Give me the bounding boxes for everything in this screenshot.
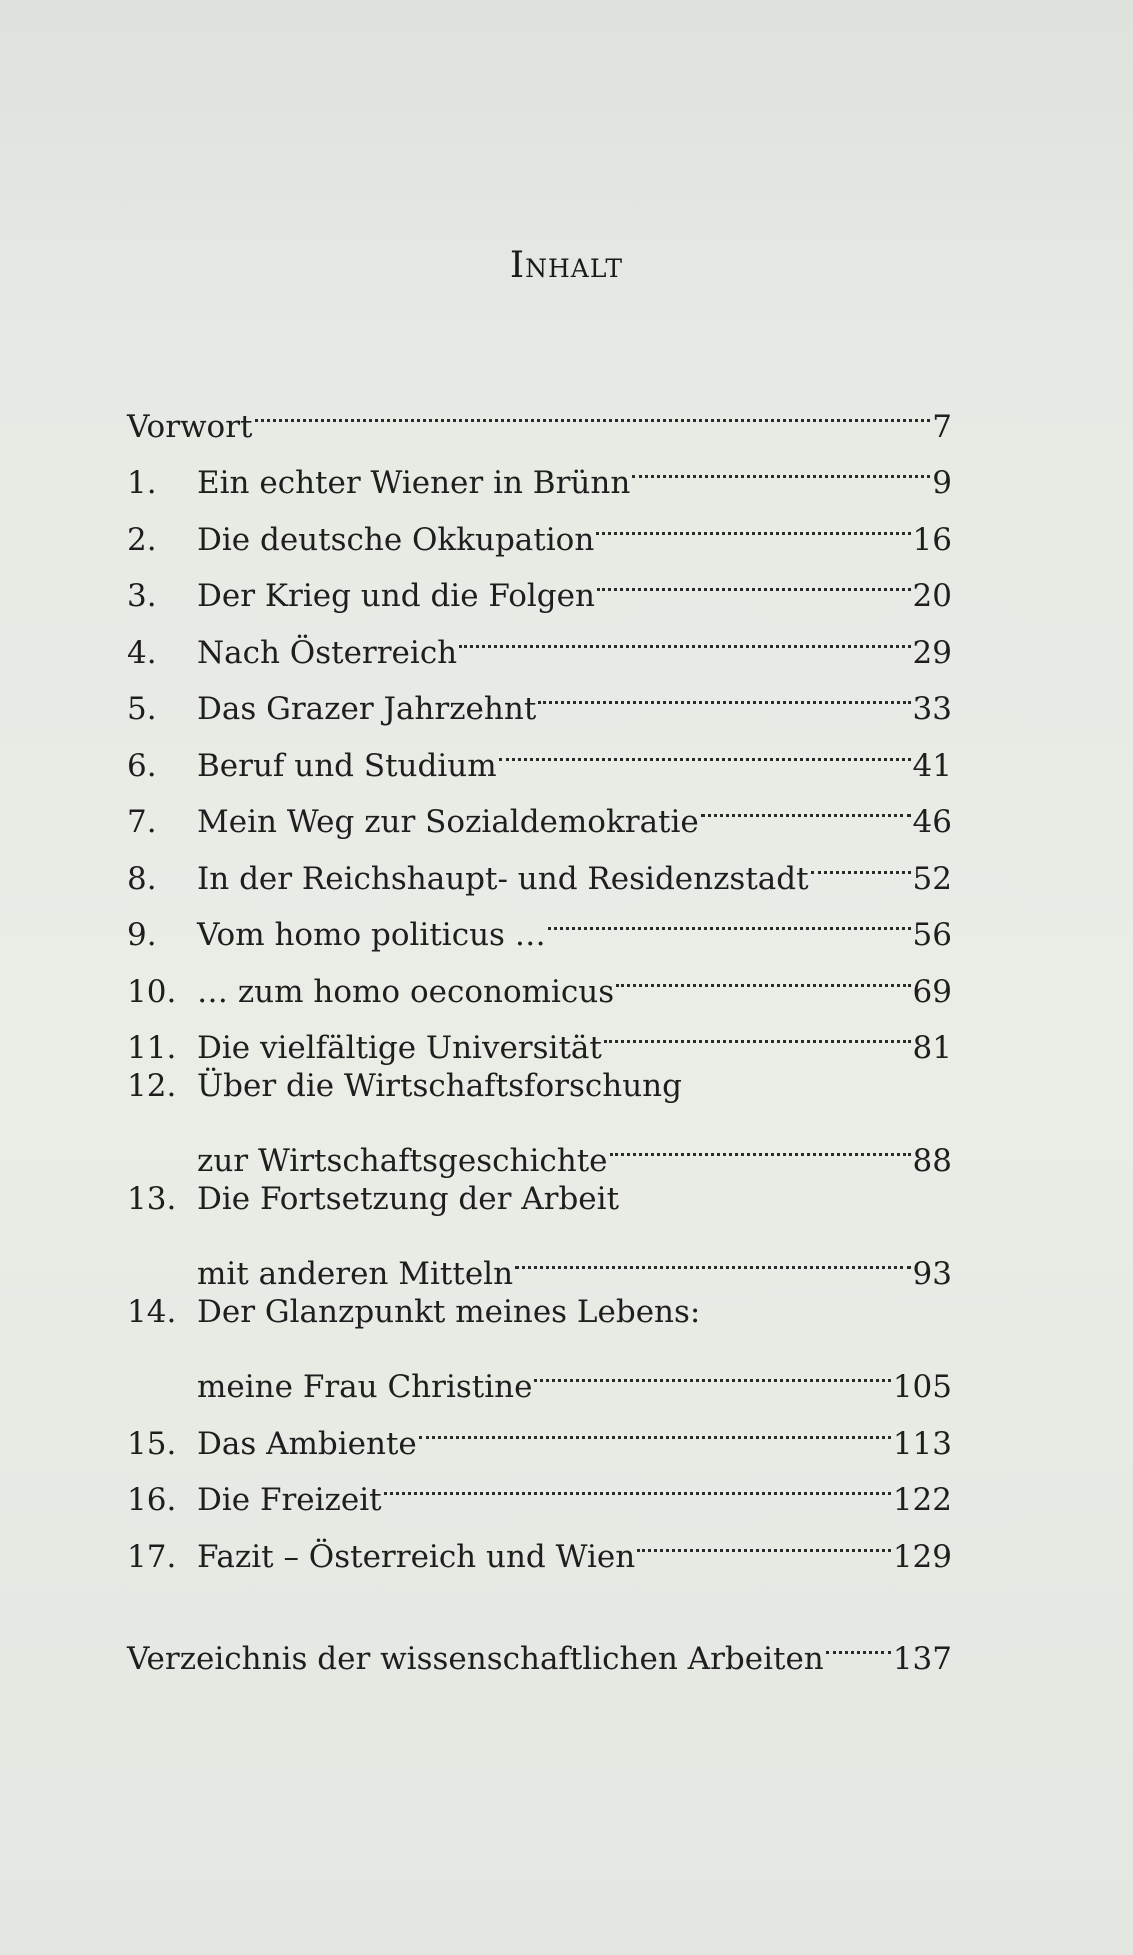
chapter-number: 2. (127, 521, 157, 558)
toc-entry-title-line2: zur Wirtschaftsgeschichte (197, 1143, 608, 1179)
dot-leader (604, 1002, 911, 1059)
dot-leader (534, 1341, 890, 1398)
chapter-number: 6. (127, 747, 157, 784)
toc-page-number: 33 (912, 691, 952, 727)
toc-entry-title: Das Ambiente (197, 1425, 417, 1462)
chapter-number: 10. (127, 973, 177, 1010)
toc-page-number: 105 (892, 1369, 952, 1405)
dot-leader (632, 437, 930, 494)
toc-entry-title: Mein Weg zur Sozialdemokratie (197, 804, 699, 840)
toc-page-number: 16 (912, 521, 952, 558)
chapter-number: 9. (127, 917, 157, 953)
toc-page-number: 46 (912, 804, 952, 840)
chapter-number: 12. (127, 1068, 177, 1104)
dot-leader (384, 1454, 891, 1511)
dot-leader (419, 1397, 891, 1454)
dot-leader (616, 945, 910, 1002)
toc-page-number: 20 (912, 578, 952, 614)
chapter-number: 17. (127, 1538, 177, 1575)
chapter-number: 16. (127, 1482, 177, 1518)
dot-leader (826, 1613, 891, 1670)
toc-entry-title-line2: mit anderen Mitteln (197, 1256, 514, 1292)
toc-entry-title: Verzeichnis der wissenschaftlichen Arbeiten (127, 1641, 824, 1677)
dot-leader (255, 380, 931, 437)
toc-entry-title: Nach Österreich (197, 634, 458, 671)
toc-entry-title-line2: meine Frau Christine (197, 1369, 533, 1405)
chapter-number: 4. (127, 634, 157, 671)
chapter-number: 5. (127, 691, 157, 727)
toc-entry-title: Der Glanzpunkt meines Lebens: (197, 1294, 701, 1330)
dot-leader (459, 606, 910, 663)
toc-entry-vorwort (127, 380, 952, 445)
toc-page-number: 9 (932, 465, 952, 501)
toc-page-number: 93 (912, 1256, 952, 1292)
toc-entry-title: Die vielfältige Universität (197, 1030, 602, 1066)
chapter-number: 11. (127, 1030, 177, 1066)
toc-entry-title: Beruf und Studium (197, 747, 497, 784)
toc-page-number: 29 (912, 634, 952, 671)
toc-entry-title: Vorwort (127, 408, 253, 445)
toc-entry-title: Über die Wirtschaftsforschung (197, 1068, 682, 1104)
toc-page-number: 113 (892, 1425, 952, 1462)
toc-entry-title: Ein echter Wiener in Brünn (197, 465, 631, 501)
dot-leader (597, 550, 911, 607)
toc-page-number: 129 (892, 1538, 952, 1575)
toc-entry (127, 1171, 952, 1228)
toc-entry-appendix (127, 1613, 952, 1677)
page-title: Inhalt (509, 245, 624, 286)
chapter-number: 15. (127, 1425, 177, 1462)
chapter-number: 13. (127, 1181, 177, 1217)
chapter-number: 14. (127, 1294, 177, 1330)
toc-page-number: 69 (912, 973, 952, 1010)
toc-entry-title: Vom homo politicus … (197, 917, 546, 953)
toc-entry-continuation (127, 1228, 952, 1292)
toc-page-number: 56 (912, 917, 952, 953)
chapter-number: 3. (127, 578, 157, 614)
chapter-number: 7. (127, 804, 157, 840)
dot-leader (701, 776, 911, 833)
toc-entry-title: Die Freizeit (197, 1482, 382, 1518)
dot-leader (811, 832, 911, 889)
toc-entry-continuation (127, 1115, 952, 1179)
dot-leader (538, 663, 910, 720)
toc-entry-title: In der Reichshaupt- und Residenzstadt (197, 860, 809, 897)
toc-entry-title: Der Krieg und die Folgen (197, 578, 595, 614)
table-of-contents (127, 380, 952, 1677)
toc-entry-title: Die Fortsetzung der Arbeit (197, 1181, 620, 1217)
toc-entry-title: … zum homo oeconomicus (197, 973, 615, 1010)
toc-entry (127, 1284, 952, 1341)
toc-page-number: 137 (892, 1641, 952, 1677)
toc-page-number: 81 (912, 1030, 952, 1066)
toc-entry-title: Das Grazer Jahrzehnt (197, 691, 537, 727)
dot-leader (548, 889, 911, 946)
toc-entry-continuation (127, 1341, 952, 1405)
toc-page-number: 122 (892, 1482, 952, 1518)
toc-page-number: 7 (932, 408, 952, 445)
toc-entry (127, 1058, 952, 1115)
chapter-number: 8. (127, 860, 157, 897)
chapter-number: 1. (127, 465, 157, 501)
dot-leader (637, 1510, 891, 1567)
toc-entry-title: Fazit – Österreich und Wien (197, 1538, 636, 1575)
dot-leader (499, 719, 911, 776)
dot-leader (596, 493, 910, 550)
toc-page-number: 52 (912, 860, 952, 897)
dot-leader (515, 1228, 911, 1285)
toc-page-number: 88 (912, 1143, 952, 1179)
toc-entry-title: Die deutsche Okkupation (197, 521, 595, 558)
toc-page-number: 41 (912, 747, 952, 784)
dot-leader (610, 1115, 911, 1172)
